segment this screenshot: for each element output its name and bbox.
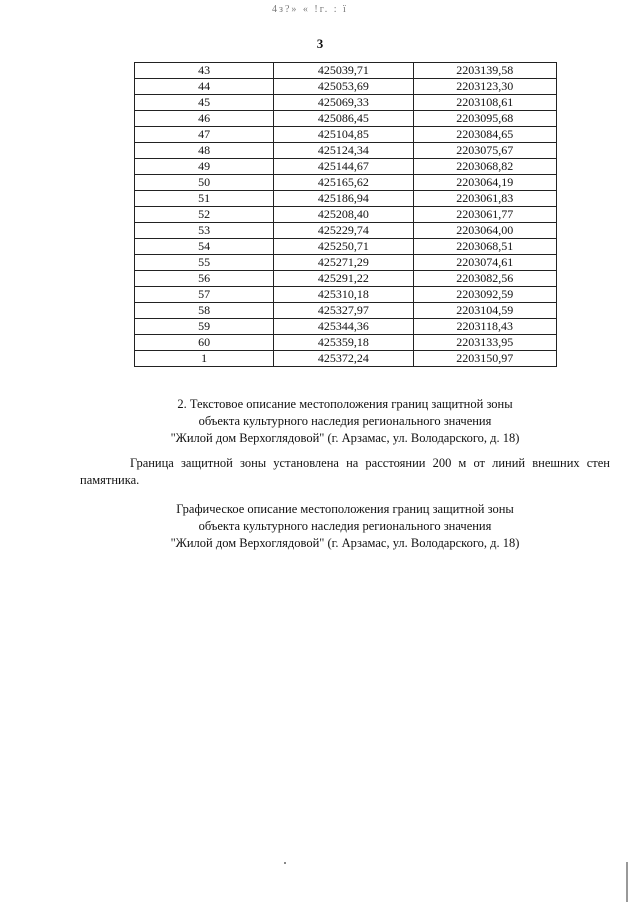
table-row — [135, 303, 557, 319]
y-coordinate-cell: 2203092,59 — [413, 287, 556, 303]
point-number-cell: 59 — [135, 319, 274, 335]
x-coordinate-cell: 425359,18 — [274, 335, 413, 351]
graphic-section-heading — [80, 501, 610, 552]
table-row — [135, 63, 557, 79]
y-coordinate-cell: 2203064,00 — [413, 223, 556, 239]
table-row — [135, 319, 557, 335]
y-coordinate-cell: 2203061,83 — [413, 191, 556, 207]
boundary-paragraph: Граница защитной зоны установлена на расстоянии 200 м от линий внешних стен памятника. — [80, 456, 610, 487]
y-coordinate-cell: 2203068,51 — [413, 239, 556, 255]
x-coordinate-cell: 425372,24 — [274, 351, 413, 367]
y-coordinate-cell: 2203084,65 — [413, 127, 556, 143]
point-number-cell: 53 — [135, 223, 274, 239]
y-coordinate-cell: 2203075,67 — [413, 143, 556, 159]
y-coordinate-cell: 2203123,30 — [413, 79, 556, 95]
section-two-heading — [80, 396, 610, 447]
table-row — [135, 255, 557, 271]
point-number-cell: 48 — [135, 143, 274, 159]
page-number: 3 — [316, 36, 324, 51]
table-row — [135, 191, 557, 207]
x-coordinate-cell: 425344,36 — [274, 319, 413, 335]
x-coordinate-cell: 425104,85 — [274, 127, 413, 143]
y-coordinate-cell: 2203061,77 — [413, 207, 556, 223]
point-number-cell: 45 — [135, 95, 274, 111]
table-row — [135, 287, 557, 303]
table-row — [135, 79, 557, 95]
y-coordinate-cell: 2203139,58 — [413, 63, 556, 79]
x-coordinate-cell: 425069,33 — [274, 95, 413, 111]
section-two-line-3: "Жилой дом Верхоглядовой" (г. Арзамас, ул. Володарского, д. 18) — [170, 431, 520, 445]
graphic-section-line-3: "Жилой дом Верхоглядовой" (г. Арзамас, ул. Володарского, д. 18) — [170, 536, 520, 550]
x-coordinate-cell: 425086,45 — [274, 111, 413, 127]
point-number-cell: 55 — [135, 255, 274, 271]
point-number-cell: 1 — [135, 351, 274, 367]
y-coordinate-cell: 2203133,95 — [413, 335, 556, 351]
x-coordinate-cell: 425229,74 — [274, 223, 413, 239]
table-row — [135, 95, 557, 111]
table-row — [135, 143, 557, 159]
table-row — [135, 127, 557, 143]
point-number-cell: 50 — [135, 175, 274, 191]
x-coordinate-cell: 425208,40 — [274, 207, 413, 223]
table-row — [135, 335, 557, 351]
point-number-cell: 51 — [135, 191, 274, 207]
point-number-cell: 49 — [135, 159, 274, 175]
section-two-line-2: объекта культурного наследия регионального значения — [198, 414, 492, 428]
x-coordinate-cell: 425053,69 — [274, 79, 413, 95]
x-coordinate-cell: 425039,71 — [274, 63, 413, 79]
coordinates-table — [134, 62, 557, 367]
y-coordinate-cell: 2203108,61 — [413, 95, 556, 111]
y-coordinate-cell: 2203150,97 — [413, 351, 556, 367]
point-number-cell: 47 — [135, 127, 274, 143]
y-coordinate-cell: 2203118,43 — [413, 319, 556, 335]
coordinates-table-body — [135, 63, 557, 367]
x-coordinate-cell: 425144,67 — [274, 159, 413, 175]
table-row — [135, 175, 557, 191]
y-coordinate-cell: 2203095,68 — [413, 111, 556, 127]
x-coordinate-cell: 425124,34 — [274, 143, 413, 159]
y-coordinate-cell: 2203104,59 — [413, 303, 556, 319]
table-row — [135, 207, 557, 223]
point-number-cell: 56 — [135, 271, 274, 287]
graphic-section-line-1: Графическое описание местоположения границ защитной зоны — [176, 502, 514, 516]
point-number-cell: 43 — [135, 63, 274, 79]
table-row — [135, 271, 557, 287]
x-coordinate-cell: 425310,18 — [274, 287, 413, 303]
y-coordinate-cell: 2203082,56 — [413, 271, 556, 287]
point-number-cell: 52 — [135, 207, 274, 223]
section-two-line-1: 2. Текстовое описание местоположения границ защитной зоны — [177, 397, 513, 411]
point-number-cell: 58 — [135, 303, 274, 319]
x-coordinate-cell: 425250,71 — [274, 239, 413, 255]
point-number-cell: 46 — [135, 111, 274, 127]
scan-edge-mark — [626, 862, 628, 902]
table-row — [135, 111, 557, 127]
x-coordinate-cell: 425291,22 — [274, 271, 413, 287]
point-number-cell: 44 — [135, 79, 274, 95]
table-row — [135, 223, 557, 239]
table-row — [135, 159, 557, 175]
x-coordinate-cell: 425327,97 — [274, 303, 413, 319]
graphic-section-line-2: объекта культурного наследия регионального значения — [198, 519, 492, 533]
y-coordinate-cell: 2203064,19 — [413, 175, 556, 191]
y-coordinate-cell: 2203068,82 — [413, 159, 556, 175]
table-row — [135, 239, 557, 255]
y-coordinate-cell: 2203074,61 — [413, 255, 556, 271]
table-row — [135, 351, 557, 367]
point-number-cell: 54 — [135, 239, 274, 255]
x-coordinate-cell: 425186,94 — [274, 191, 413, 207]
point-number-cell: 57 — [135, 287, 274, 303]
x-coordinate-cell: 425271,29 — [274, 255, 413, 271]
x-coordinate-cell: 425165,62 — [274, 175, 413, 191]
scan-speck — [284, 862, 286, 864]
scan-mark: 4з?» « !г. : ї — [272, 4, 348, 15]
point-number-cell: 60 — [135, 335, 274, 351]
